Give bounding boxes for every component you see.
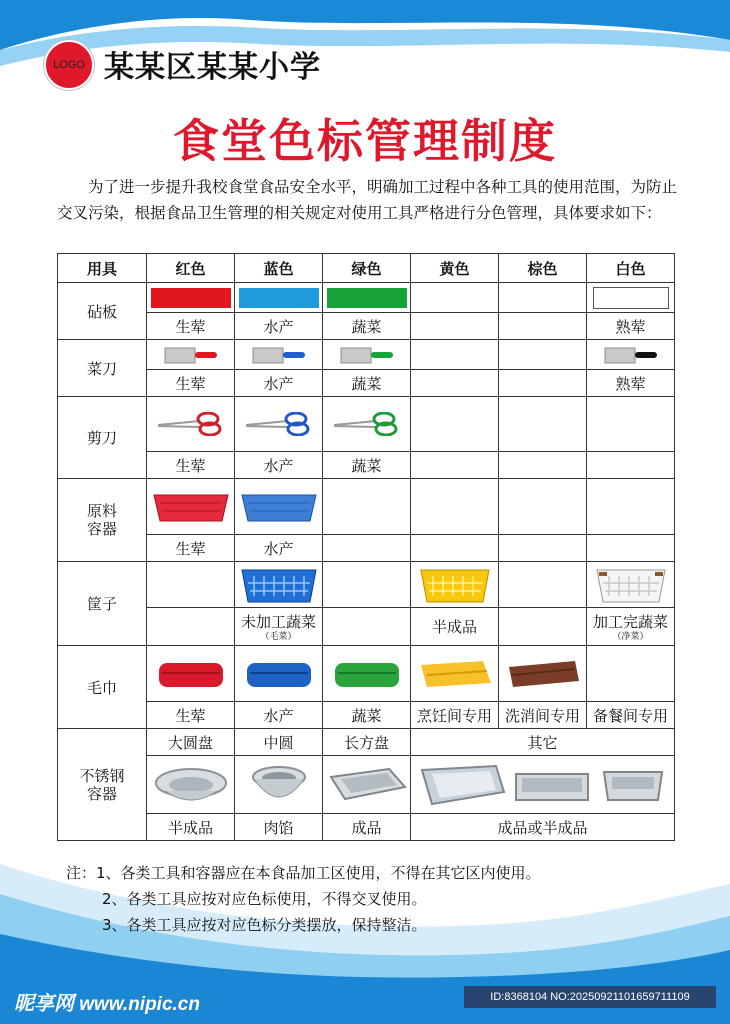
large-steel-basin-icon — [153, 763, 229, 807]
table-header-row — [58, 254, 675, 283]
yellow-towel-icon — [417, 657, 493, 691]
white-basket-icon — [595, 566, 667, 604]
table-row — [58, 535, 675, 562]
row-label-towel: 毛巾 — [58, 646, 147, 729]
table-row — [58, 452, 675, 479]
table-row — [58, 729, 675, 756]
scissors-red-icon — [156, 412, 226, 436]
school-name: 某某区某某小学 — [104, 50, 321, 85]
page-title: 食堂色标管理制度 — [173, 114, 557, 168]
blue-towel-icon — [244, 657, 314, 691]
row-label-container: 原料 容器 — [58, 479, 147, 562]
table-row — [58, 608, 675, 646]
header-yellow: 黄色 — [411, 254, 499, 283]
blue-tray-icon — [240, 491, 318, 523]
intro-paragraph: 为了进一步提升我校食堂食品安全水平，明确加工过程中各种工具的使用范围，为防止交叉污染，根据食品卫生管理的相关规定对使用工具严格进行分色管理，具体要求如下： — [57, 178, 678, 222]
header-blue: 蓝色 — [235, 254, 323, 283]
knife-white-use: 熟荤 — [587, 370, 675, 397]
red-towel-icon — [156, 657, 226, 691]
board-green-use: 蔬菜 — [323, 313, 411, 340]
knife-blue-use: 水产 — [235, 370, 323, 397]
steel-other-use: 成品或半成品 — [411, 814, 675, 841]
image-id-label: ID:8368104 NO:20250921101659711109 — [464, 986, 716, 1008]
towel-red-use: 生荤 — [147, 702, 235, 729]
note-item: 2、各类工具应按对应色标使用，不得交叉使用。 — [102, 890, 427, 908]
board-red-use: 生荤 — [147, 313, 235, 340]
cleaver-red-icon — [163, 344, 219, 366]
cleaver-white-icon — [603, 344, 659, 366]
knife-green-use: 蔬菜 — [323, 370, 411, 397]
steel-mid-use: 肉馅 — [235, 814, 323, 841]
table-row — [58, 370, 675, 397]
header-green: 绿色 — [323, 254, 411, 283]
steel-rect-use: 成品 — [323, 814, 411, 841]
red-tray-icon — [152, 491, 230, 523]
scissors-red-use: 生荤 — [147, 452, 235, 479]
table-row — [58, 397, 675, 452]
red-swatch — [151, 288, 231, 308]
note-item: 1、各类工具和容器应在本食品加工区使用，不得在其它区内使用。 — [96, 864, 541, 882]
row-label-steel: 不锈钢 容器 — [58, 729, 147, 841]
green-towel-icon — [332, 657, 402, 691]
scissors-blue-use: 水产 — [235, 452, 323, 479]
header-white: 白色 — [587, 254, 675, 283]
row-label-knife: 菜刀 — [58, 340, 147, 397]
table-row — [58, 702, 675, 729]
row-label-scissors: 剪刀 — [58, 397, 147, 479]
table-row — [58, 340, 675, 370]
green-swatch — [327, 288, 407, 308]
row-label-board: 砧板 — [58, 283, 147, 340]
steel-mid-header: 中圆 — [235, 729, 323, 756]
medium-steel-bowl-icon — [249, 763, 309, 807]
row-label-basket: 筐子 — [58, 562, 147, 646]
towel-brown-use: 洗消间专用 — [499, 702, 587, 729]
brown-towel-icon — [505, 657, 581, 691]
towel-blue-use: 水产 — [235, 702, 323, 729]
white-swatch — [593, 287, 669, 309]
steel-big-basin-use: 半成品 — [147, 814, 235, 841]
steel-other-header: 其它 — [411, 729, 675, 756]
table-row — [58, 283, 675, 313]
watermark-site: 昵享网 www.nipic.cn — [14, 993, 200, 1015]
header-red: 红色 — [147, 254, 235, 283]
cleaver-green-icon — [339, 344, 395, 366]
rectangular-steel-tray-icon — [327, 765, 407, 805]
container-blue-use: 水产 — [235, 535, 323, 562]
scissors-green-icon — [332, 412, 402, 436]
blue-swatch — [239, 288, 319, 308]
table-row — [58, 479, 675, 535]
table-row — [58, 646, 675, 702]
container-red-use: 生荤 — [147, 535, 235, 562]
header-brown: 棕色 — [499, 254, 587, 283]
notes-prefix: 注： — [66, 864, 97, 882]
header-tool: 用具 — [58, 254, 147, 283]
basket-white-use: 加工完蔬菜 （净菜） — [587, 608, 675, 646]
board-white-use: 熟荤 — [587, 313, 675, 340]
yellow-basket-icon — [419, 566, 491, 604]
steel-big-basin-header: 大圆盘 — [147, 729, 235, 756]
note-item: 3、各类工具应按对应色标分类摆放，保持整洁。 — [102, 916, 427, 934]
knife-red-use: 生荤 — [147, 370, 235, 397]
towel-white-use: 备餐间专用 — [587, 702, 675, 729]
towel-yellow-use: 烹饪间专用 — [411, 702, 499, 729]
color-code-table — [57, 253, 675, 841]
notes — [66, 860, 541, 938]
towel-green-use: 蔬菜 — [323, 702, 411, 729]
table-row — [58, 562, 675, 608]
basket-blue-use: 未加工蔬菜 （毛菜） — [235, 608, 323, 646]
logo: LOGO — [44, 40, 94, 90]
table-row — [58, 756, 675, 814]
steel-rect-header: 长方盘 — [323, 729, 411, 756]
scissors-blue-icon — [244, 412, 314, 436]
board-blue-use: 水产 — [235, 313, 323, 340]
blue-basket-icon — [240, 566, 318, 604]
scissors-green-use: 蔬菜 — [323, 452, 411, 479]
other-steel-containers-icon — [418, 762, 668, 808]
basket-yellow-use: 半成品 — [411, 608, 499, 646]
cleaver-blue-icon — [251, 344, 307, 366]
table-row — [58, 313, 675, 340]
